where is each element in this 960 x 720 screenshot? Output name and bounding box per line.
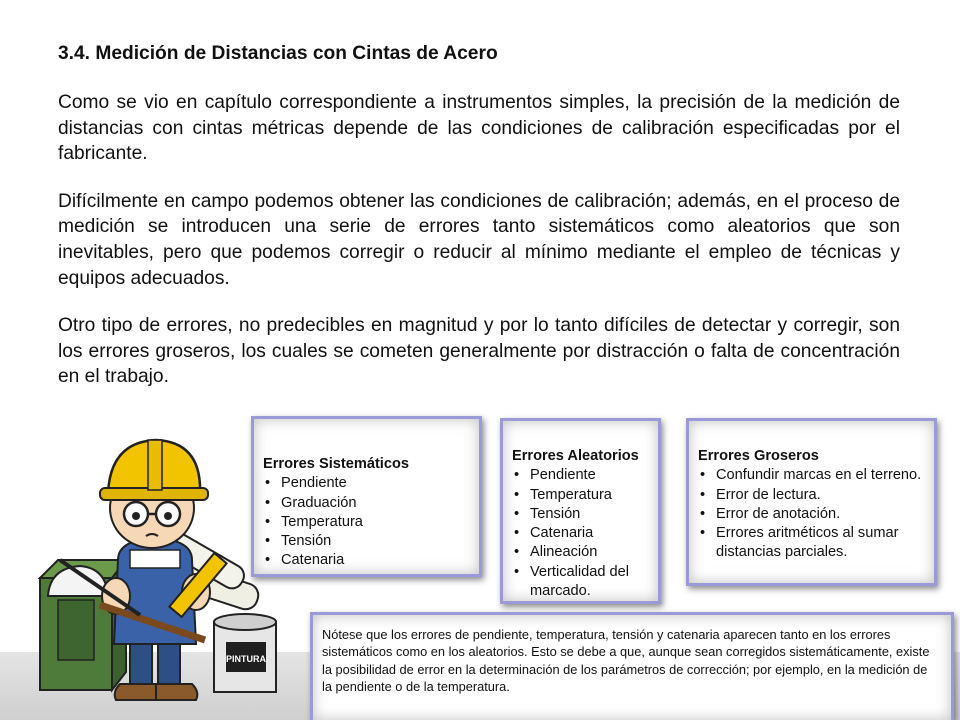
list-item: • Error de lectura. — [698, 486, 926, 505]
list-item: • Tensión — [512, 505, 652, 524]
list-item: • Temperatura — [512, 486, 652, 505]
errores-groseros-title: Errores Groseros — [698, 448, 819, 464]
list-item: • Verticalidad del marcado. — [512, 563, 652, 602]
errores-aleatorios-box — [500, 418, 661, 604]
page-title: 3.4. Medición de Distancias con Cintas de Acero — [58, 43, 498, 64]
errores-sistematicos-list — [263, 474, 471, 570]
list-item: • Error de anotación. — [698, 505, 926, 524]
paint-bucket — [214, 614, 276, 692]
errores-groseros-box — [686, 418, 937, 586]
errores-aleatorios-list — [512, 466, 652, 601]
list-item: • Confundir marcas en el terreno. — [698, 466, 926, 485]
hard-hat — [100, 440, 208, 500]
list-item: • Graduación — [263, 494, 471, 513]
list-item: • Errores aritméticos al sumar distancias parciales. — [698, 524, 926, 563]
note-text: Nótese que los errores de pendiente, temperatura, tensión y catenaria aparecen tanto en los errores sistemáticos como en los aleatorios. Esto se debe a que, aunque sean corregidos sistemáticamente, existe la posibilidad de error en la determinación de los parámetros de corrección; por ejemplo, en la medición de la pendiente o de la temperatura. — [322, 627, 930, 694]
list-item: • Tensión — [263, 532, 471, 551]
list-item: • Catenaria — [263, 551, 471, 570]
paragraph-3: Otro tipo de errores, no predecibles en magnitud y por lo tanto difíciles de detectar y corregir, son los errores groseros, los cuales se cometen generalmente por distracción o falta de concentración en el trabajo. — [58, 315, 900, 388]
errores-sistematicos-box — [251, 416, 482, 577]
list-item: • Alineación — [512, 543, 652, 562]
note-box — [310, 612, 954, 720]
list-item: • Temperatura — [263, 513, 471, 532]
errores-aleatorios-title: Errores Aleatorios — [512, 448, 639, 464]
errores-groseros-list — [698, 466, 926, 562]
list-item: • Pendiente — [263, 474, 471, 493]
bucket-label: PINTURA — [226, 654, 266, 664]
main-text — [58, 40, 900, 412]
list-item: • Catenaria — [512, 524, 652, 543]
list-item: • Pendiente — [512, 466, 652, 485]
errores-sistematicos-title: Errores Sistemáticos — [263, 456, 410, 472]
paragraph-1: Como se vio en capítulo correspondiente a instrumentos simples, la precisión de la medición de distancias con cintas métricas depende de las condiciones de calibración especificadas por el fabricante. — [58, 92, 900, 165]
paragraph-2: Difícilmente en campo podemos obtener las condiciones de calibración; además, en el proceso de medición se introducen una serie de errores tanto sistemáticos como aleatorios que son inevitables, pero que podemos corregir o reducir al mínimo mediante el empleo de técnicas y equipos adecuados. — [58, 190, 900, 289]
